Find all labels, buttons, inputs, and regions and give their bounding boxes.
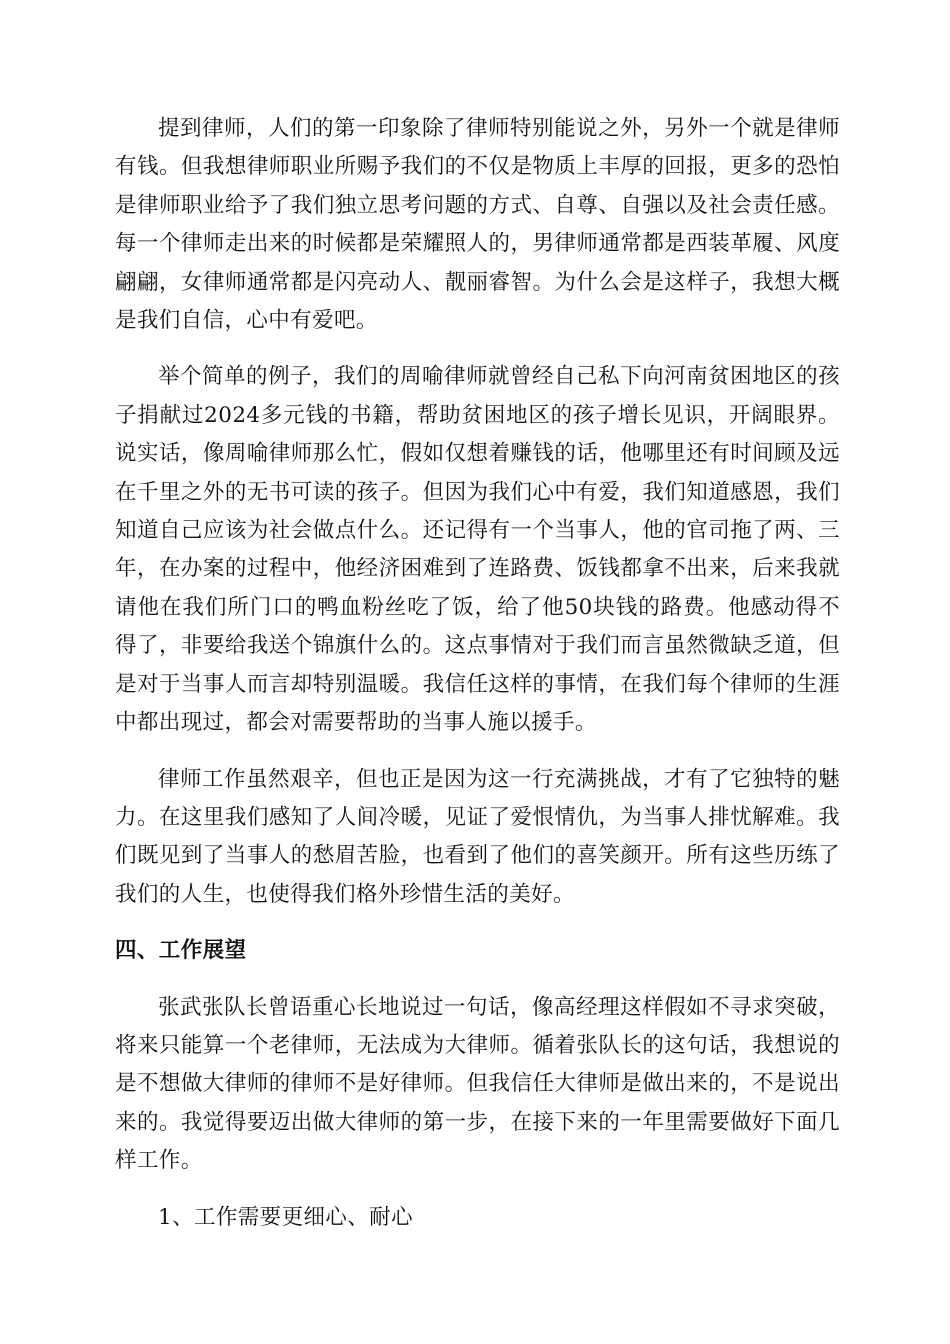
paragraph-lawyer-impression: 提到律师，人们的第一印象除了律师特别能说之外，另外一个就是律师有钱。但我想律师职业所赐予我们的不仅是物质上丰厚的回报，更多的恐怕是律师职业给予了我们独立思考问题的方式、自尊、自强以及社会责任感。每一个律师走出来的时候都是荣耀照人的，男律师通常都是西装革履、风度翩翩，女律师通常都是闪亮动人、靓丽睿智。为什么会是这样子，我想大概是我们自信，心中有爱吧。 — [115, 116, 840, 334]
list-item-1: 1、工作需要更细心、耐心 — [158, 1204, 413, 1230]
document-body — [115, 110, 840, 1237]
paragraph-example: 举个简单的例子，我们的周喻律师就曾经自己私下向河南贫困地区的孩子捐献过2024多元钱的书籍，帮助贫困地区的孩子增长见识，开阔眼界。说实话，像周喻律师那么忙，假如仅想着赚钱的话，他哪里还有时间顾及远在千里之外的无书可读的孩子。但因为我们心中有爱，我们知道感恩，我们知道自己应该为社会做点什么。还记得有一个当事人，他的官司拖了两、三年，在办案的过程中，他经济困难到了连路费、饭钱都拿不出来，后来我就请他在我们所门口的鸭血粉丝吃了饭，给了他50块钱的路费。他感动得不得了，非要给我送个锦旗什么的。这点事情对于我们而言虽然微缺乏道，但是对于当事人而言却特别温暖。我信任这样的事情，在我们每个律师的生涯中都出现过，都会对需要帮助的当事人施以援手。 — [115, 364, 840, 736]
paragraph-outlook: 张武张队长曾语重心长地说过一句话，像高经理这样假如不寻求突破，将来只能算一个老律师，无法成为大律师。循着张队长的这句话，我想说的是不想做大律师的律师不是好律师。但我信任大律师是做出来的，不是说出来的。我觉得要迈出做大律师的第一步，在接下来的一年里需要做好下面几样工作。 — [115, 994, 840, 1174]
section-heading-work-outlook: 四、工作展望 — [115, 938, 247, 964]
paragraph-lawyer-work: 律师工作虽然艰辛，但也正是因为这一行充满挑战，才有了它独特的魅力。在这里我们感知了人间冷暖，见证了爱恨情仇，为当事人排忧解难。我们既见到了当事人的愁眉苦脸，也看到了他们的喜笑颜开。所有这些历练了我们的人生，也使得我们格外珍惜生活的美好。 — [115, 766, 840, 907]
